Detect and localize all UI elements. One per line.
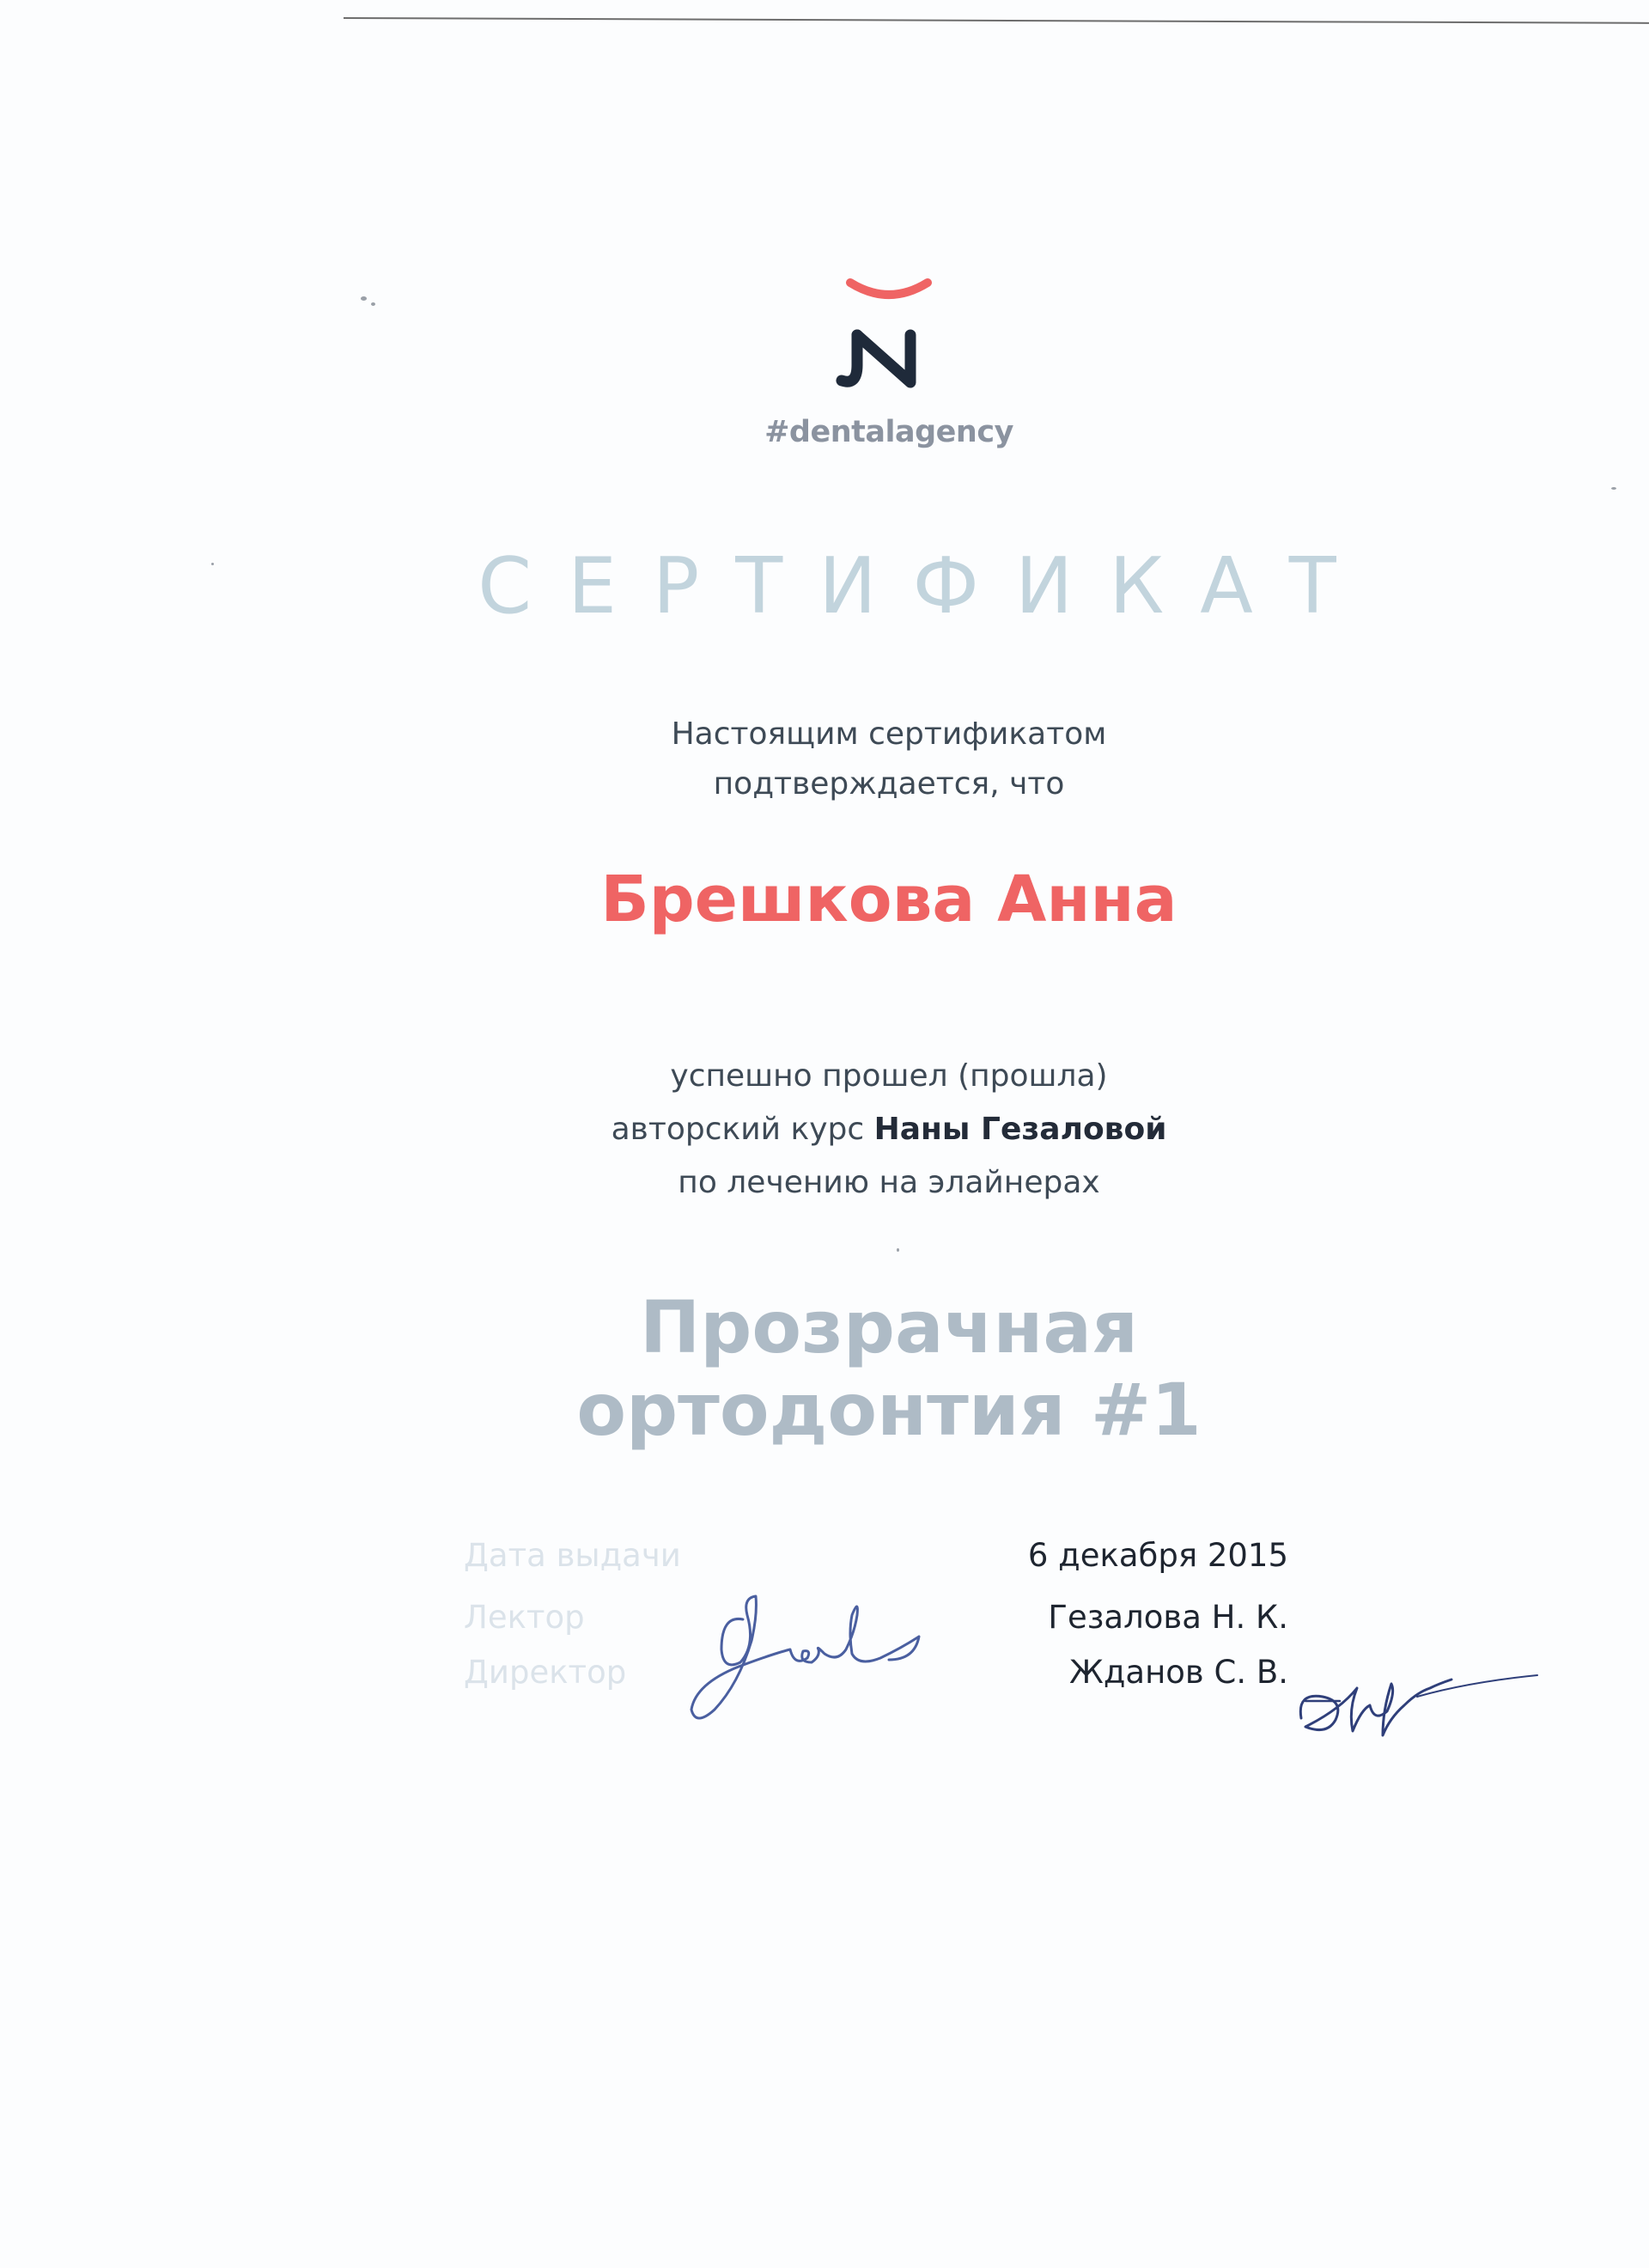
scan-speck (371, 302, 375, 306)
scan-speck (1611, 487, 1616, 490)
lecturer-label: Лектор (464, 1599, 585, 1636)
intro-line-1: Настоящим сертификатом (671, 716, 1107, 752)
director-signature-icon (1288, 1658, 1546, 1744)
issue-date-value: 6 декабря 2015 (1027, 1537, 1288, 1574)
lecturer-name: Гезалова Н. К. (1048, 1599, 1288, 1636)
scan-speck (361, 296, 367, 301)
lecturer-signature-icon (661, 1581, 928, 1735)
course-name (0, 1286, 1649, 1451)
scan-speck (897, 1248, 899, 1252)
certificate-intro (0, 710, 1649, 809)
intro-line-2: подтверждается, что (713, 766, 1065, 802)
completion-line-2-prefix: авторский курс (611, 1112, 865, 1147)
certificate-title: СЕРТИФИКАТ (478, 541, 1372, 631)
completion-line-1: успешно прошел (прошла) (670, 1058, 1108, 1094)
recipient-name: Брешкова Анна (600, 863, 1177, 936)
course-author: Наны Гезаловой (873, 1112, 1167, 1147)
completion-line-3: по лечению на элайнерах (678, 1165, 1100, 1200)
completion-line-2 (0, 1103, 1649, 1156)
scan-edge-line (344, 17, 1649, 24)
director-name: Жданов С. В. (1068, 1654, 1288, 1691)
course-name-line-2: ортодонтия #1 (576, 1368, 1202, 1452)
dentalagency-logo-icon (824, 271, 953, 408)
issue-date-label: Дата выдачи (464, 1537, 681, 1574)
course-name-line-1: Прозрачная (639, 1285, 1139, 1369)
completion-text (0, 1050, 1649, 1210)
director-label: Директор (464, 1654, 627, 1691)
brand-name: #dentalagency (764, 415, 1013, 449)
